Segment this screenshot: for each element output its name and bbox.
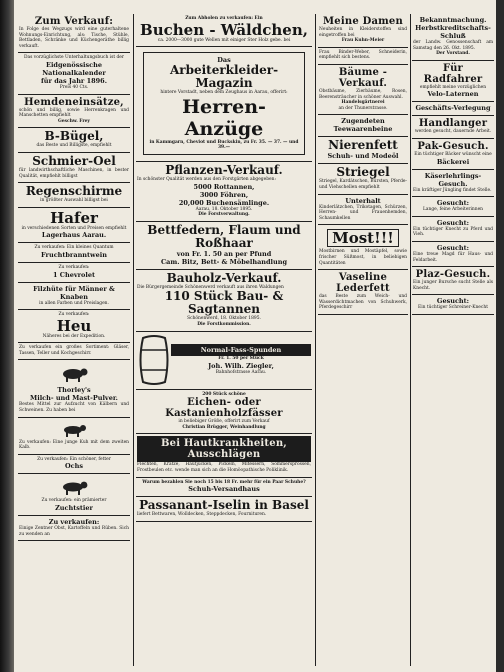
ad-address: Bahnhofstrasse Aarau. <box>215 369 267 375</box>
ad-firm: Handelsgärtnerei <box>341 100 385 106</box>
ad-heading: Hafer <box>50 208 98 227</box>
cattle-icon <box>59 365 89 383</box>
ad-hafer <box>18 208 130 244</box>
ad-subheading: Herbstkreditschafts-Schluß <box>415 24 491 40</box>
ad-text: das Beste zum Weich- und Wasserdichtmachen von Schuhwerk, Pferdegeschirr <box>319 294 407 311</box>
ad-date: Aarau, 18. Oktober 1895. <box>195 206 253 212</box>
ad-text: der Landw. Genossenschaft am Samstag den 26. Okt. 1895. <box>413 40 493 51</box>
ad-heading: Unterhalt <box>345 196 381 205</box>
ad-text: Bestes Mittel zur Aufzucht von Kälbern und Schweinen. Zu haben bei <box>19 402 129 414</box>
ad-buchen-waeldchen <box>136 14 312 47</box>
ad-heading: Handlanger <box>418 118 488 130</box>
ad-signature: Der Vorstand. <box>436 51 470 57</box>
ad-fruchtbranntwein <box>18 243 130 263</box>
ad-text: Kinderlätzchen, Trikotagen, Schürzen, Herren- und Frauenhemden, Schaumkellen <box>319 204 407 221</box>
ad-kuh <box>18 418 130 455</box>
ad-zugendeten <box>318 115 408 137</box>
ad-heu <box>18 310 130 343</box>
ad-text: das Beste und Billigste, empfiehlt <box>36 143 112 149</box>
ad-gesucht-schreiner <box>412 295 494 315</box>
ad-heading: Heu <box>56 316 92 335</box>
ad-text: Ein kräftiger Jüngling findet Stelle. <box>413 187 492 193</box>
ad-heading: Gesucht: <box>436 218 470 227</box>
ad-date: Schönenwerd, 18. Oktober 1895. <box>187 316 261 322</box>
ad-thorleys <box>18 360 130 417</box>
ad-text: Die Bürgergemeinde Schönenwerd verkauft aus ihren Waldungen <box>137 284 284 290</box>
ad-heading: Pak-Gesuch. <box>417 140 489 152</box>
ad-heading: Schmier-Oel <box>32 153 116 168</box>
ad-text: in allen Farben und Preislagen. <box>39 300 109 306</box>
ad-zuchtstier <box>18 474 130 516</box>
ad-heading: Bäume - Verkauf. <box>338 66 388 89</box>
ad-price: Fr. 1. 50 per Stück <box>218 355 264 361</box>
ad-subheading: Schuh-Versandhaus <box>188 485 260 494</box>
ad-regenschirme <box>18 183 130 208</box>
ad-text: In schönster Qualität werden aus den Forstgärten abgegeben: <box>137 176 276 182</box>
barrel-icon <box>137 334 171 386</box>
ad-pretext: 200 Stück schöne <box>202 391 246 397</box>
ad-firm: Cam. Bitz, Bett- & Möbelhandlung <box>160 257 288 266</box>
book-spine <box>0 0 14 672</box>
ad-subheading: für das Jahr 1896. <box>41 76 107 85</box>
newspaper-page <box>14 0 496 672</box>
ad-text: schön und billig, sowie Herrenkragen und Manschetten empfiehlt <box>19 107 129 119</box>
ad-firm: Frau Kuhn-Meier <box>341 38 385 44</box>
ad-text: Zu verkaufen: Eine junge Kuh mit dem zweiten Kalb. <box>19 439 129 451</box>
bull-icon <box>60 479 88 495</box>
ad-heading: Bekanntmachung. <box>419 16 487 24</box>
ad-firm: Geschw. Frey <box>58 118 90 124</box>
ad-text: Eine treue Magd für Haus- und Feldarbeit. <box>413 251 493 263</box>
column-rule <box>315 14 316 666</box>
ad-radfahrer <box>412 61 494 103</box>
ad-unterhalt <box>318 195 408 226</box>
ad-text: in größter Auswahl billigst bei <box>40 198 108 204</box>
ad-big-line: 110 Stück Bau- & Sagtannen <box>164 289 284 317</box>
column-rule <box>133 14 134 666</box>
ad-heading: Meine Damen <box>323 16 403 27</box>
ad-text: Einige Zentner Obst, Kartoffeln und Rüben. Sich zu wenden an <box>19 526 129 537</box>
ad-heading: Zu verkaufen: <box>48 518 100 527</box>
ad-item: 1 Chevrolet <box>53 270 95 279</box>
ad-heading: Nierenfett <box>328 138 398 153</box>
ad-subheading: Milch- und Mast-Pulver. <box>30 394 118 403</box>
ad-text: Warum bezahlen Sie noch 15 bis 18 Fr. mehr für ein Paar Schuhe? <box>142 479 306 485</box>
ad-text: ca. 2000—3000 gute Wellen mit einiger Ster Holz gebe. bei <box>157 37 291 43</box>
ad-text: Frau Binder-Weber, Schneiderin, empfiehlt sich bestens. <box>319 49 407 61</box>
ad-heading: Bauholz-Verkauf. <box>166 270 282 285</box>
ad-bettfedern <box>136 222 312 270</box>
ad-text: Lange, feine Arbeiterinnen <box>422 207 484 213</box>
ad-text: liefert Bettwaren, Wolldecken, Steppdecken, Fournituren. <box>137 512 267 518</box>
ad-subheading: Schuh- und Modeöl <box>327 152 399 161</box>
column-2 <box>136 14 312 666</box>
ad-subtext: in Kammgarn, Cheviot und Buckskin, zu Fr. 35. — 37. — und 39.— <box>149 139 299 151</box>
ad-striegel <box>318 164 408 194</box>
ad-heading: Pflanzen-Verkauf. <box>165 162 283 177</box>
ad-most <box>318 225 408 270</box>
ad-text: in beliebiger Größe, offerirt zum Verkauf <box>178 419 270 425</box>
ad-line: 5000 Rottannen, <box>193 182 255 191</box>
ad-heading: Bettfedern, Flaum und Roßhaar <box>147 222 301 250</box>
ad-arbeiterkleider <box>136 47 312 162</box>
ad-heading: Normal-Fass-Spunden <box>171 344 311 356</box>
cow-icon <box>61 423 87 437</box>
ad-hemdeneinsaetze <box>18 95 130 129</box>
ad-text: hintere Vorstadt, neben dem Zeughaus in Aarau, offerirt: <box>160 90 288 96</box>
ad-meine-damen <box>318 14 408 48</box>
ad-heading: Eidgenössische Nationalkalender <box>42 60 106 77</box>
ad-pflanzen-verkauf <box>136 162 312 222</box>
ad-text: für landwirthschaftliche Maschinen, in bester Qualität, empfiehlt billigst <box>19 167 129 179</box>
ad-heading: Käserlehrlings-Gesuch. <box>424 171 482 188</box>
ad-text: Zu verkaufen: Ein kleines Quantum <box>34 245 114 251</box>
ad-text: Zu verkaufen: <box>58 312 90 318</box>
ad-heading: Vaseline Lederfett <box>336 272 390 295</box>
ad-fass-spunden <box>136 332 312 390</box>
ad-heading: Regenschirme <box>25 184 123 199</box>
ad-price: von Fr. 1. 50 an per Pfund <box>176 249 272 258</box>
ad-bekanntmachung <box>412 14 494 61</box>
ad-heading: Bei Hautkrankheiten, Ausschlägen <box>137 436 311 462</box>
ad-text: Neuheiten in Kleiderstoffen sind eingetroffen bei <box>319 27 407 38</box>
ad-firm: Lagerhaus Aarau. <box>41 231 107 240</box>
ad-subtext: Näheres bei der Expedition. <box>42 333 106 339</box>
ad-frame <box>143 52 305 155</box>
ad-text: werden gesucht, dauernde Arbeit. <box>414 129 492 135</box>
ad-heading: B-Bügel, <box>44 129 104 144</box>
ad-firm: Joh. Wilh. Ziegler, <box>208 361 274 370</box>
ad-heading: Gesucht: <box>436 243 470 252</box>
ad-gesucht-knecht <box>412 217 494 242</box>
ad-nierenfett <box>318 137 408 164</box>
ad-obst <box>18 516 130 541</box>
ad-item: Fruchtbranntwein <box>41 250 107 259</box>
ad-b-buegel <box>18 128 130 153</box>
ad-item: Velo-Laternen <box>427 90 479 99</box>
ad-text: Das vorzüglichste Unterhaltungsbuch ist der <box>23 55 125 61</box>
ad-heading: Thorley's <box>57 386 91 395</box>
ad-text: Zu verkaufen ein großes Sortiment: Gläser, Tassen, Teller und Kochgeschirr. <box>19 345 129 356</box>
ad-nationalkalender <box>18 53 130 94</box>
ad-baeume-verkauf <box>318 65 408 115</box>
ad-heading: Arbeiterkleider-Magazin <box>169 63 279 91</box>
ad-line: 20,000 Buchensämlinge. <box>178 198 270 207</box>
column-3 <box>318 14 408 666</box>
ad-text: Flechten, Krätze, Hautjucken, Pickeln, Mitessern, Sommersprossen, Frostbeulen etc. wende man sich an die Homöopathische Poliklinik. <box>137 462 311 473</box>
ad-text: Ein tüchtiger Knecht zu Pferd und Vieh. <box>413 226 493 238</box>
ad-signature: Die Forstkommission. <box>197 321 251 327</box>
ad-heading: Filzhüte für Männer & Knaben <box>33 284 115 301</box>
ad-heading: Hemdeneinsätze, <box>24 96 124 108</box>
ad-vaseline-lederfett <box>318 270 408 315</box>
ad-text: Zu verkaufen: <box>58 264 90 270</box>
ad-price: Preis 40 Cts. <box>59 84 89 90</box>
ad-subheading: Teewaarenbeine <box>333 125 393 134</box>
ad-line: 3000 Föhren, <box>199 190 249 199</box>
ad-heading: Plaz-Gesuch. <box>415 269 491 281</box>
ad-geschirr <box>18 343 130 360</box>
ad-handlanger <box>412 116 494 139</box>
ad-text: Striegel, Kardätschen, Bürsten, Pferde- und Viehschellen empfiehlt <box>319 179 407 190</box>
ad-heading: Geschäfts-Verlegung <box>415 104 491 113</box>
ad-heading: Für Radfahrer <box>423 62 483 85</box>
ad-text: in verschiedenen Sorten und Preisen empfiehlt <box>21 225 127 231</box>
ad-heading: Zugendeten <box>341 117 385 126</box>
ad-item: Bäckerei <box>436 157 470 166</box>
ad-schmier-oel <box>18 153 130 183</box>
ad-heading: Eichen- oder Kastanienholzfässer <box>165 397 283 420</box>
ad-signature: Die Forstverwaltung. <box>198 212 250 218</box>
column-4 <box>412 14 494 666</box>
ad-heading: Striegel <box>336 165 390 180</box>
ad-eichenfaesser <box>136 390 312 435</box>
page-edge <box>496 0 504 672</box>
ad-pak-gesuch <box>412 139 494 170</box>
ad-text: empfiehlt meine vorzüglichen <box>419 84 487 90</box>
ad-heading: Zum Verkauf: <box>34 16 114 27</box>
ad-ochs <box>18 455 130 475</box>
ad-firm: Christian Brügger, Weinhandlung <box>182 424 266 430</box>
ad-schneiderin <box>318 48 408 65</box>
ad-bauholz <box>136 270 312 332</box>
ad-hautkrankheiten <box>136 434 312 477</box>
ad-heading: Gesucht: <box>436 199 470 208</box>
ad-geschaefts-verlegung <box>412 102 494 116</box>
ad-plaz-gesuch <box>412 267 494 295</box>
ad-text: Obstbäume, Zierbäume, Rosen, Beerensträucher in schöner Auswahl. <box>319 88 407 100</box>
ad-gesucht-arbeiterinnen <box>412 197 494 217</box>
ad-pretext: Das <box>217 56 231 65</box>
ad-text: Ein junger Bursche sucht Stelle als Knecht. <box>413 280 493 291</box>
ad-address: an der Thunerstrasse. <box>338 105 388 111</box>
ad-chevrolet <box>18 263 130 283</box>
ad-pretext: Zum Abholen zu verkaufen: Ein <box>185 16 263 21</box>
ad-text: Ein tüchtiger Bäcker wünscht eine <box>414 151 492 157</box>
ad-heading: Passanant-Iselin in Basel <box>139 498 309 513</box>
ad-gesucht-magd <box>412 242 494 267</box>
ad-heading: Buchen - Wäldchen, <box>140 20 308 39</box>
ad-text: Zu verkaufen: ein prämierter <box>41 498 107 504</box>
ad-item: Ochs <box>64 462 83 471</box>
ad-heading: Most!!! <box>327 229 399 247</box>
ad-text: Ein tüchtiger Schreiner-Knecht <box>418 305 488 311</box>
ad-text: Mostbirnen und Mostäpfel, sowie frischer Süßmost, in beliebigen Quantitäten <box>319 249 407 266</box>
ad-text: Zu verkaufen: Ein schöner, fetter <box>37 456 111 462</box>
ad-heading: Zuchtstier <box>55 504 93 513</box>
ad-heading: Gesucht: <box>436 297 470 306</box>
ad-passavant <box>136 497 312 522</box>
column-1 <box>18 14 130 666</box>
ad-schuhe <box>136 478 312 498</box>
column-rule <box>410 14 411 666</box>
ad-big-heading: Herren-Anzüge <box>182 95 266 140</box>
ad-text: In Folge des Wegzugs wird eine guterhaltene Wohnungs-Einrichtung, als: Tische, Stühle, Bettladen, Schränke und Küchengeräthe billig verkauft. <box>19 27 129 49</box>
ad-kaeserlehrling <box>412 170 494 198</box>
ad-zum-verkauf <box>18 14 130 53</box>
ad-filzhuete <box>18 283 130 311</box>
